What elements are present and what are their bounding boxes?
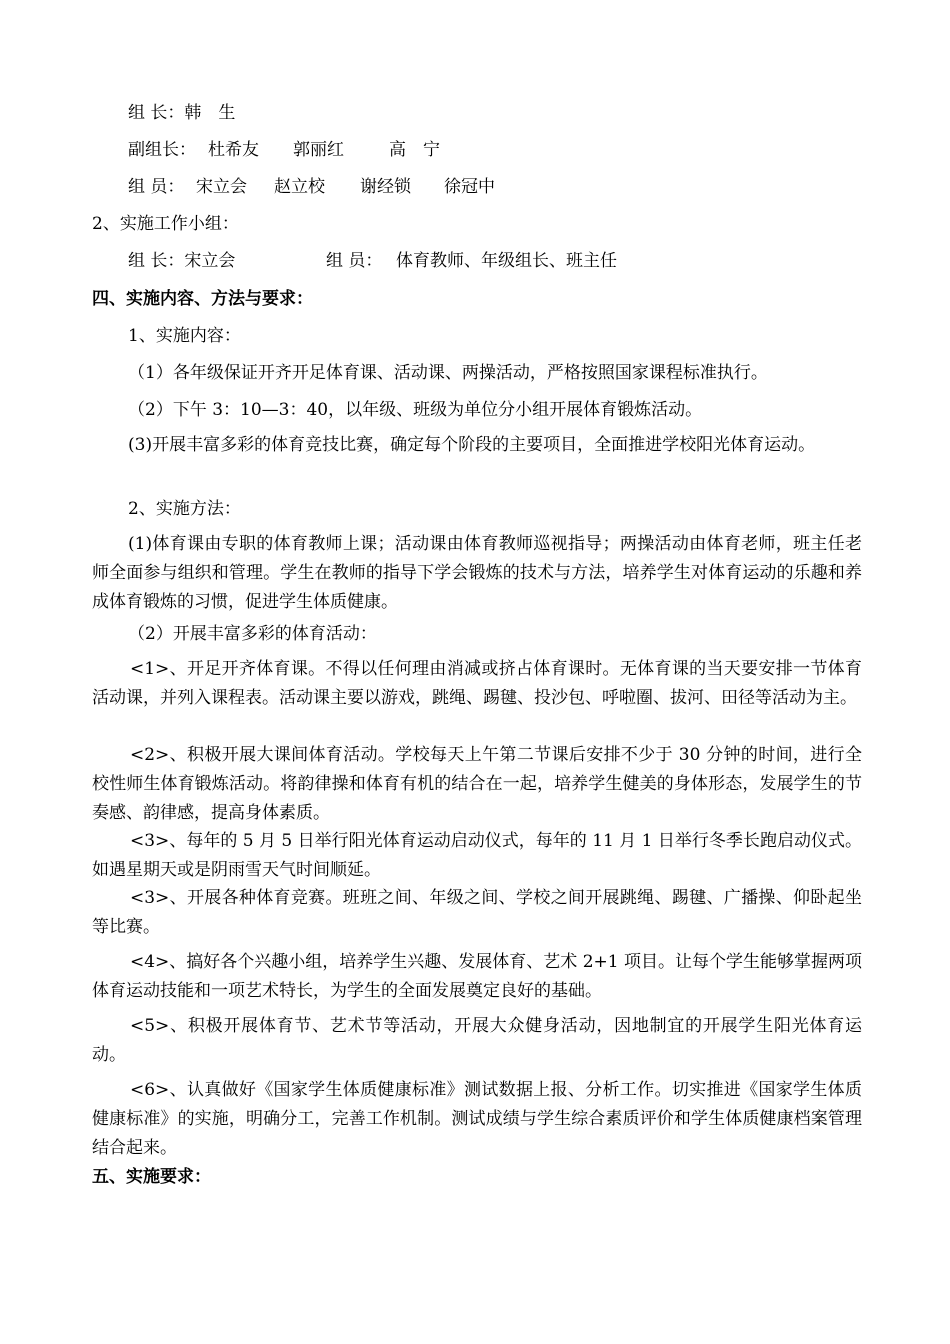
section-5-heading: 五、实施要求： <box>92 1167 211 1187</box>
activity-item: <2>、积极开展大课间体育活动。学校每天上午第二节课后安排不少于 30 分钟的时间，进行全校性师生体育锻炼活动。将韵律操和体育有机的结合在一起，培养学生健美的身体形态，发展学生的节奏感、韵律感，提高身体素质。 <box>92 745 862 823</box>
member-name: 宋立会 <box>196 177 247 197</box>
work-group-member-label: 组 员： <box>326 251 383 271</box>
vice-leader-name: 郭丽红 <box>293 140 344 160</box>
member-name: 徐冠中 <box>444 177 495 197</box>
work-group-leader-name: 宋立会 <box>184 251 236 271</box>
content-title: 1、实施内容： <box>128 326 241 346</box>
work-group-member-text: 体育教师、年级组长、班主任 <box>396 251 617 271</box>
leader-row <box>128 101 235 125</box>
activity-item: <4>、搞好各个兴趣小组，培养学生兴趣、发展体育、艺术 2+1 项目。让每个学生能够掌握两项体育运动技能和一项艺术特长，为学生的全面发展奠定良好的基础。 <box>92 952 862 1001</box>
method-title: 2、实施方法： <box>128 499 241 519</box>
activity-item: <6>、认真做好《国家学生体质健康标准》测试数据上报、分析工作。切实推进《国家学生体质健康标准》的实施，明确分工，完善工作机制。测试成绩与学生综合素质评价和学生体质健康档案管理结合起来。 <box>92 1080 862 1158</box>
member-label: 组 员： <box>128 177 185 197</box>
method-2-title: （2）开展丰富多彩的体育活动： <box>128 624 377 644</box>
vice-leader-name: 高 宁 <box>389 140 440 160</box>
member-name: 谢经锁 <box>360 177 411 197</box>
member-name: 赵立校 <box>274 177 325 197</box>
work-group-row <box>128 249 668 273</box>
work-group-leader-label: 组 长： <box>128 251 185 271</box>
leader-label: 组 长： <box>128 103 185 123</box>
section-4-heading: 四、实施内容、方法与要求： <box>92 289 313 309</box>
vice-leader-name: 杜希友 <box>208 140 259 160</box>
member-row <box>128 175 508 199</box>
content-item-3: (3)开展丰富多彩的体育竞技比赛，确定每个阶段的主要项目，全面推进学校阳光体育运动。 <box>128 435 816 455</box>
activity-item: <1>、开足开齐体育课。不得以任何理由消减或挤占体育课时。无体育课的当天要安排一节体育活动课，并列入课程表。活动课主要以游戏，跳绳、踢毽、投沙包、呼啦圈、拔河、田径等活动为主。 <box>92 659 862 708</box>
work-group-title: 2、实施工作小组： <box>92 214 239 234</box>
method-1-paragraph: (1)体育课由专职的体育教师上课；活动课由体育教师巡视指导；两操活动由体育老师，班主任老师全面参与组织和管理。学生在教师的指导下学会锻炼的技术与方法，培养学生对体育运动的乐趣和养成体育锻炼的习惯，促进学生体质健康。 <box>92 534 862 612</box>
leader-name: 韩 生 <box>184 103 236 123</box>
activity-item: <5>、积极开展体育节、艺术节等活动，开展大众健身活动，因地制宜的开展学生阳光体育运动。 <box>92 1016 862 1065</box>
activity-item: <3>、开展各种体育竞赛。班班之间、年级之间、学校之间开展跳绳、踢毽、广播操、仰卧起坐等比赛。 <box>92 888 862 937</box>
vice-leader-label: 副组长： <box>128 140 196 160</box>
activity-item: <3>、每年的 5 月 5 日举行阳光体育运动启动仪式，每年的 11 月 1 日举行冬季长跑启动仪式。如遇星期天或是阴雨雪天气时间顺延。 <box>92 831 862 880</box>
content-item-1: （1）各年级保证开齐开足体育课、活动课、两操活动，严格按照国家课程标准执行。 <box>128 363 768 383</box>
vice-leader-row <box>128 138 458 162</box>
content-item-2: （2）下午 3：10—3：40，以年级、班级为单位分小组开展体育锻炼活动。 <box>128 400 703 420</box>
